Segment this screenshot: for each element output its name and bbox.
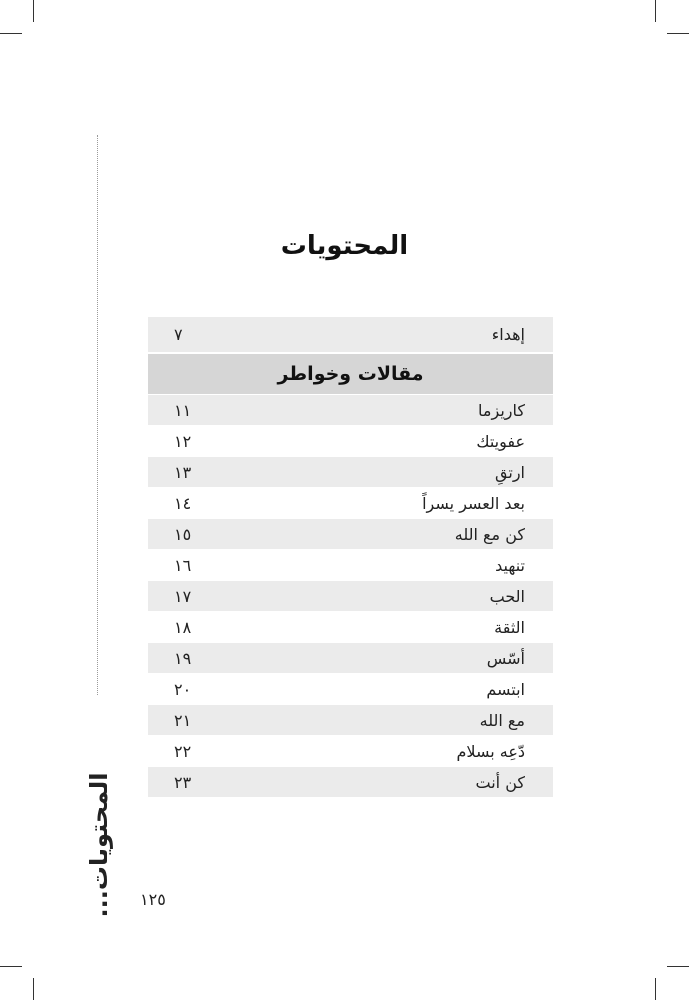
toc-entry-page: ٢٣ xyxy=(174,772,192,792)
crop-mark-bottom-left-v xyxy=(33,978,34,1000)
toc-row-intro[interactable] xyxy=(148,317,553,353)
toc-entry-page: ١٥ xyxy=(174,524,192,544)
toc-row[interactable] xyxy=(148,643,553,674)
toc-entry-page: ١٣ xyxy=(174,462,192,482)
toc-entry-title: كن مع الله xyxy=(454,524,525,544)
toc-entry-title: الحب xyxy=(489,586,525,606)
toc-row[interactable] xyxy=(148,395,553,426)
toc-entry-title: دّعِه بسلام xyxy=(456,741,525,761)
toc-row[interactable] xyxy=(148,550,553,581)
toc-entry-title: كن أنت xyxy=(475,772,525,792)
toc-entry-page: ١٤ xyxy=(174,493,192,513)
side-running-header: المحتويات... xyxy=(85,772,113,918)
crop-mark-top-right-v xyxy=(655,0,656,22)
toc-entry-title: ارتقِ xyxy=(495,462,525,482)
toc-entry-page: ١٨ xyxy=(174,617,192,637)
toc-entry-title: مع الله xyxy=(479,710,525,730)
side-dotted-rule xyxy=(97,135,98,695)
toc-entry-page: ٢٢ xyxy=(174,741,192,761)
toc-row[interactable] xyxy=(148,612,553,643)
toc-entry-title: إهداء xyxy=(491,325,525,344)
crop-mark-bottom-right-h xyxy=(667,966,689,967)
toc-row[interactable] xyxy=(148,519,553,550)
toc-entry-title: تنهيد xyxy=(495,555,525,575)
toc-row[interactable] xyxy=(148,736,553,767)
crop-mark-bottom-left-h xyxy=(0,966,22,967)
toc-row[interactable] xyxy=(148,581,553,612)
toc-row[interactable] xyxy=(148,674,553,705)
toc-row[interactable] xyxy=(148,705,553,736)
toc-entry-title: بعد العسر يسراً xyxy=(422,493,525,513)
table-of-contents xyxy=(148,317,553,798)
toc-entry-title: الثقة xyxy=(494,617,525,637)
toc-row[interactable] xyxy=(148,457,553,488)
toc-entry-page: ٢٠ xyxy=(174,679,192,699)
page-title: المحتويات xyxy=(280,231,409,261)
page-number: ١٢٥ xyxy=(140,890,166,909)
toc-entry-page: ١٦ xyxy=(174,555,192,575)
toc-entry-title: عفويتك xyxy=(476,431,525,451)
toc-row[interactable] xyxy=(148,426,553,457)
crop-mark-top-right-h xyxy=(667,33,689,34)
toc-entry-title: أسّس xyxy=(486,648,525,668)
toc-entry-page: ١٧ xyxy=(174,586,192,606)
toc-entry-title: كاريزما xyxy=(478,400,525,420)
crop-mark-top-left-v xyxy=(33,0,34,22)
toc-entry-page: ١١ xyxy=(174,400,192,420)
toc-row[interactable] xyxy=(148,488,553,519)
crop-mark-bottom-right-v xyxy=(655,978,656,1000)
toc-section-heading: مقالات وخواطر xyxy=(148,353,553,395)
toc-entry-page: ٢١ xyxy=(174,710,192,730)
toc-row[interactable] xyxy=(148,767,553,798)
toc-entry-title: ابتسم xyxy=(486,679,525,699)
toc-entry-page: ٧ xyxy=(174,325,183,344)
crop-mark-top-left-h xyxy=(0,33,22,34)
toc-entry-page: ١٢ xyxy=(174,431,192,451)
toc-entry-page: ١٩ xyxy=(174,648,192,668)
